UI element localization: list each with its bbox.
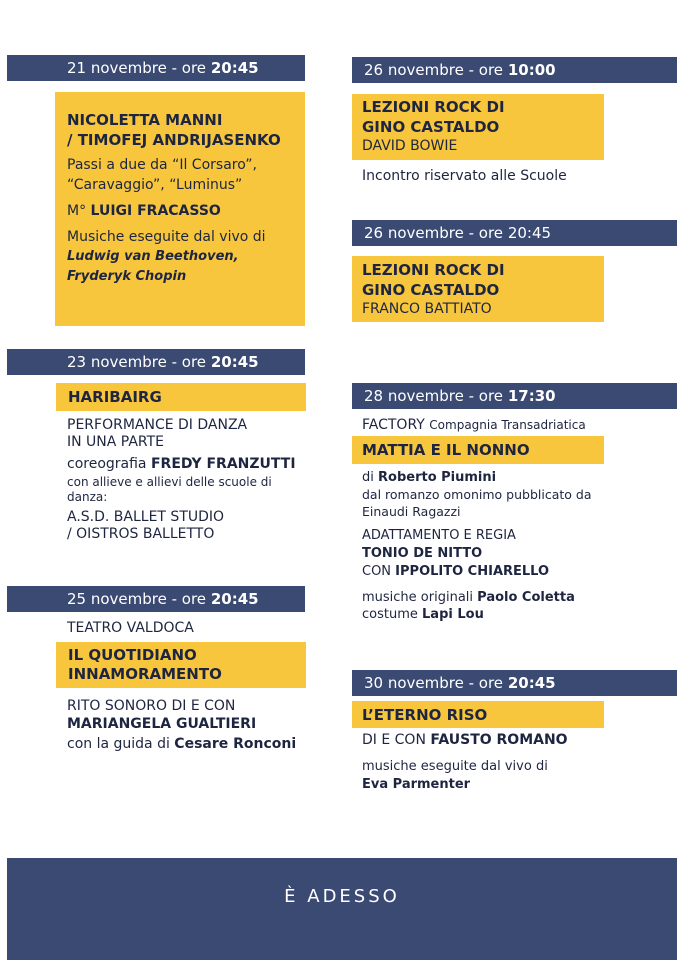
choreo-label: coreografia — [67, 456, 151, 472]
choreo-name: FREDY FRANZUTTI — [150, 456, 296, 472]
event-card — [352, 701, 604, 728]
costume-name: Lapi Lou — [422, 607, 484, 622]
event-by — [362, 731, 568, 749]
footer-banner — [7, 858, 677, 960]
event-time: 17:30 — [507, 387, 556, 405]
event-card — [56, 642, 306, 688]
event-director: TONIO DE NITTO — [362, 546, 483, 561]
event-date: 26 novembre - ore — [364, 224, 504, 242]
company-label: FACTORY — [362, 417, 425, 433]
event-music: musiche eseguite dal vivo di — [362, 759, 548, 774]
event-date: 26 novembre - ore — [364, 61, 504, 79]
event-rite: RITO SONORO DI E CON — [67, 698, 236, 714]
event-card — [56, 383, 306, 411]
event-date: 25 novembre - ore — [67, 590, 207, 608]
music-label: musiche originali — [362, 590, 478, 605]
event-music: Musiche eseguite dal vivo di — [67, 229, 266, 245]
event-subject: FRANCO BATTIATO — [362, 301, 492, 317]
event-source: dal romanzo omonimo pubblicato da — [362, 487, 592, 502]
event-time: 20:45 — [507, 674, 556, 692]
company-name: Compagnia Transadriatica — [429, 418, 586, 432]
event-date-bar — [7, 349, 305, 375]
music-name: Paolo Coletta — [477, 590, 575, 605]
event-description: “Caravaggio”, “Luminus” — [67, 177, 243, 193]
event-choreography — [67, 455, 296, 473]
event-with — [362, 563, 549, 581]
event-time: 20:45 — [210, 590, 259, 608]
event-date: 28 novembre - ore — [364, 387, 504, 405]
by-label: DI E CON — [362, 732, 431, 748]
event-direction-label: ADATTAMENTO E REGIA — [362, 528, 516, 543]
event-title: GINO CASTALDO — [362, 118, 500, 136]
event-title: L’ETERNO RISO — [362, 706, 488, 724]
event-time: 10:00 — [507, 61, 556, 79]
event-maestro — [67, 202, 221, 220]
event-card — [55, 92, 305, 326]
event-music — [362, 589, 575, 607]
event-time: 20:45 — [507, 224, 552, 242]
event-date: 23 novembre - ore — [67, 353, 207, 371]
maestro-name: LUIGI FRACASSO — [90, 203, 221, 219]
author-name: Roberto Piumini — [378, 470, 497, 485]
event-date-bar — [7, 586, 305, 612]
guide-name: Cesare Ronconi — [174, 736, 297, 752]
event-composer: Fryderyk Chopin — [67, 269, 187, 284]
by-name: FAUSTO ROMANO — [430, 732, 568, 748]
event-author — [362, 469, 496, 487]
event-date-bar — [352, 220, 677, 246]
event-composer: Ludwig van Beethoven, — [67, 249, 239, 264]
event-time: 20:45 — [210, 59, 259, 77]
event-date-bar — [352, 383, 677, 409]
costume-label: costume — [362, 607, 423, 622]
event-card — [352, 256, 604, 322]
with-label: CON — [362, 564, 396, 579]
event-guide — [67, 735, 296, 753]
event-musician: Eva Parmenter — [362, 777, 471, 792]
event-date: 30 novembre - ore — [364, 674, 504, 692]
event-title: HARIBAIRG — [68, 388, 162, 406]
event-card — [352, 94, 604, 160]
event-time: 20:45 — [210, 353, 259, 371]
event-subject: DAVID BOWIE — [362, 138, 458, 154]
event-card — [352, 436, 604, 464]
event-date-bar — [352, 670, 677, 696]
event-title: MATTIA E IL NONNO — [362, 441, 530, 459]
footer-label: È ADESSO — [284, 886, 400, 907]
event-date-bar — [7, 55, 305, 81]
event-note: Incontro riservato alle Scuole — [362, 168, 567, 184]
event-title: IL QUOTIDIANO — [68, 646, 197, 664]
maestro-prefix: M° — [67, 203, 91, 219]
event-description: PERFORMANCE DI DANZA — [67, 417, 248, 433]
event-date-bar — [352, 57, 677, 83]
event-title: LEZIONI ROCK DI — [362, 98, 505, 116]
event-description: Passi a due da “Il Corsaro”, — [67, 157, 257, 173]
event-title: GINO CASTALDO — [362, 281, 500, 299]
event-school: / OISTROS BALLETTO — [67, 526, 215, 542]
event-title: LEZIONI ROCK DI — [362, 261, 505, 279]
event-company — [362, 416, 586, 434]
event-venue: TEATRO VALDOCA — [67, 620, 194, 636]
with-name: IPPOLITO CHIARELLO — [395, 564, 550, 579]
event-source: Einaudi Ragazzi — [362, 504, 461, 519]
event-school: A.S.D. BALLET STUDIO — [67, 509, 225, 525]
event-performer: MARIANGELA GUALTIERI — [67, 716, 257, 732]
event-title: NICOLETTA MANNI — [67, 111, 223, 129]
event-description: IN UNA PARTE — [67, 434, 165, 450]
author-label: di — [362, 470, 378, 485]
event-costume — [362, 606, 484, 624]
event-title: INNAMORAMENTO — [68, 665, 222, 683]
event-with: danza: — [67, 490, 108, 504]
event-with: con allieve e allievi delle scuole di — [67, 475, 272, 489]
guide-label: con la guida di — [67, 736, 175, 752]
event-date: 21 novembre - ore — [67, 59, 207, 77]
event-title: / TIMOFEJ ANDRIJASENKO — [67, 131, 281, 149]
